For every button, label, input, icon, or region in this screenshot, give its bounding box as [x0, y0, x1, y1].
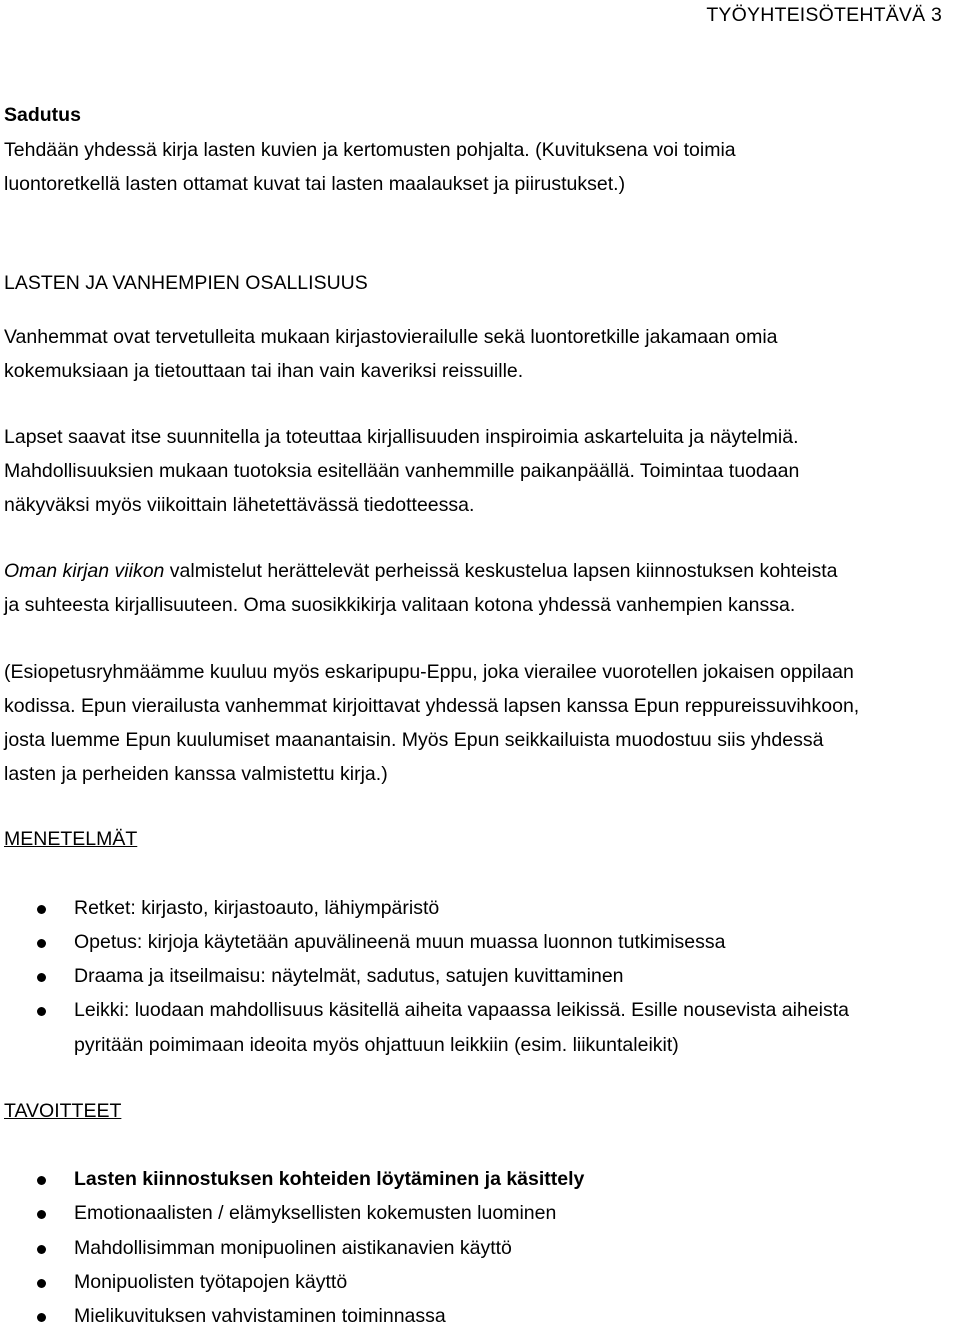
- paragraph-line: [4, 562, 838, 582]
- paragraph-line: Lapset saavat itse suunnitella ja toteuttaa kirjallisuuden inspiroimia askarteluita ja näytelmiä.: [4, 426, 799, 448]
- paragraph-line: josta luemme Epun kuulumiset maanantaisin. Myös Epun seikkailuista muodostuu siis yhdessä: [4, 729, 824, 751]
- bullet-icon: [37, 939, 46, 948]
- paragraph-line: näkyväksi myös viikoittain lähetettävässä tiedotteessa.: [4, 494, 475, 516]
- list-item: Leikki: luodaan mahdollisuus käsitellä aiheita vapaassa leikissä. Esille nousevista aiheista: [74, 999, 850, 1021]
- list-item: Draama ja itseilmaisu: näytelmät, sadutus, satujen kuvittaminen: [74, 965, 624, 987]
- page-header: TYÖYHTEISÖTEHTÄVÄ 3: [706, 4, 942, 26]
- bullet-icon: [37, 905, 46, 914]
- bullet-icon: [37, 1279, 46, 1288]
- list-item: Emotionaalisten / elämyksellisten kokemusten luominen: [74, 1202, 557, 1224]
- list-item: Monipuolisten työtapojen käyttö: [74, 1271, 348, 1293]
- bullet-icon: [37, 973, 46, 982]
- paragraph-line: lasten ja perheiden kanssa valmistettu kirja.): [4, 763, 388, 785]
- list-item: Mahdollisimman monipuolinen aistikanavien käyttö: [74, 1237, 512, 1259]
- bullet-icon: [37, 1245, 46, 1254]
- bullet-icon: [37, 1210, 46, 1219]
- paragraph-line: ja suhteesta kirjallisuuteen. Oma suosikkikirja valitaan kotona yhdessä vanhempien kanssa.: [4, 594, 796, 616]
- paragraph-line: Vanhemmat ovat tervetulleita mukaan kirjastovierailulle sekä luontoretkille jakamaan omia: [4, 326, 778, 348]
- list-item: Opetus: kirjoja käytetään apuvälineenä muun muassa luonnon tutkimisessa: [74, 931, 726, 953]
- bullet-icon: [37, 1313, 46, 1322]
- section-title-tavoitteet: TAVOITTEET: [4, 1100, 122, 1122]
- list-item-continuation: pyritään poimimaan ideoita myös ohjattuun leikkiin (esim. liikuntaleikit): [74, 1034, 679, 1056]
- section-title-sadutus: Sadutus: [4, 104, 81, 126]
- paragraph-line: Mahdollisuuksien mukaan tuotoksia esitellään vanhemmille paikanpäällä. Toimintaa tuodaan: [4, 460, 800, 482]
- list-item: Lasten kiinnostuksen kohteiden löytäminen ja käsittely: [74, 1168, 585, 1190]
- section-title-osallisuus: LASTEN JA VANHEMPIEN OSALLISUUS: [4, 272, 368, 294]
- bullet-icon: [37, 1176, 46, 1185]
- sadutus-line: Tehdään yhdessä kirja lasten kuvien ja kertomusten pohjalta. (Kuvituksena voi toimia: [4, 139, 736, 161]
- sadutus-line: luontoretkellä lasten ottamat kuvat tai lasten maalaukset ja piirustukset.): [4, 173, 626, 195]
- paragraph-line: (Esiopetusryhmäämme kuuluu myös eskaripupu-Eppu, joka vierailee vuorotellen jokaisen oppilaan: [4, 661, 854, 683]
- list-item: Retket: kirjasto, kirjastoauto, lähiympäristö: [74, 897, 440, 919]
- paragraph-line: kokemuksiaan ja tietouttaan tai ihan vain kaveriksi reissuille.: [4, 360, 524, 382]
- paragraph-text: valmistelut herättelevät perheissä keskustelua lapsen kiinnostuksen kohteista: [164, 560, 838, 582]
- list-item: Mielikuvituksen vahvistaminen toiminnassa: [74, 1305, 446, 1327]
- bullet-icon: [37, 1007, 46, 1016]
- paragraph-line: kodissa. Epun vierailusta vanhemmat kirjoittavat yhdessä lapsen kanssa Epun reppureissuvihkoon,: [4, 695, 860, 717]
- italic-phrase: Oman kirjan viikon: [4, 560, 165, 582]
- section-title-menetelmat: MENETELMÄT: [4, 828, 138, 850]
